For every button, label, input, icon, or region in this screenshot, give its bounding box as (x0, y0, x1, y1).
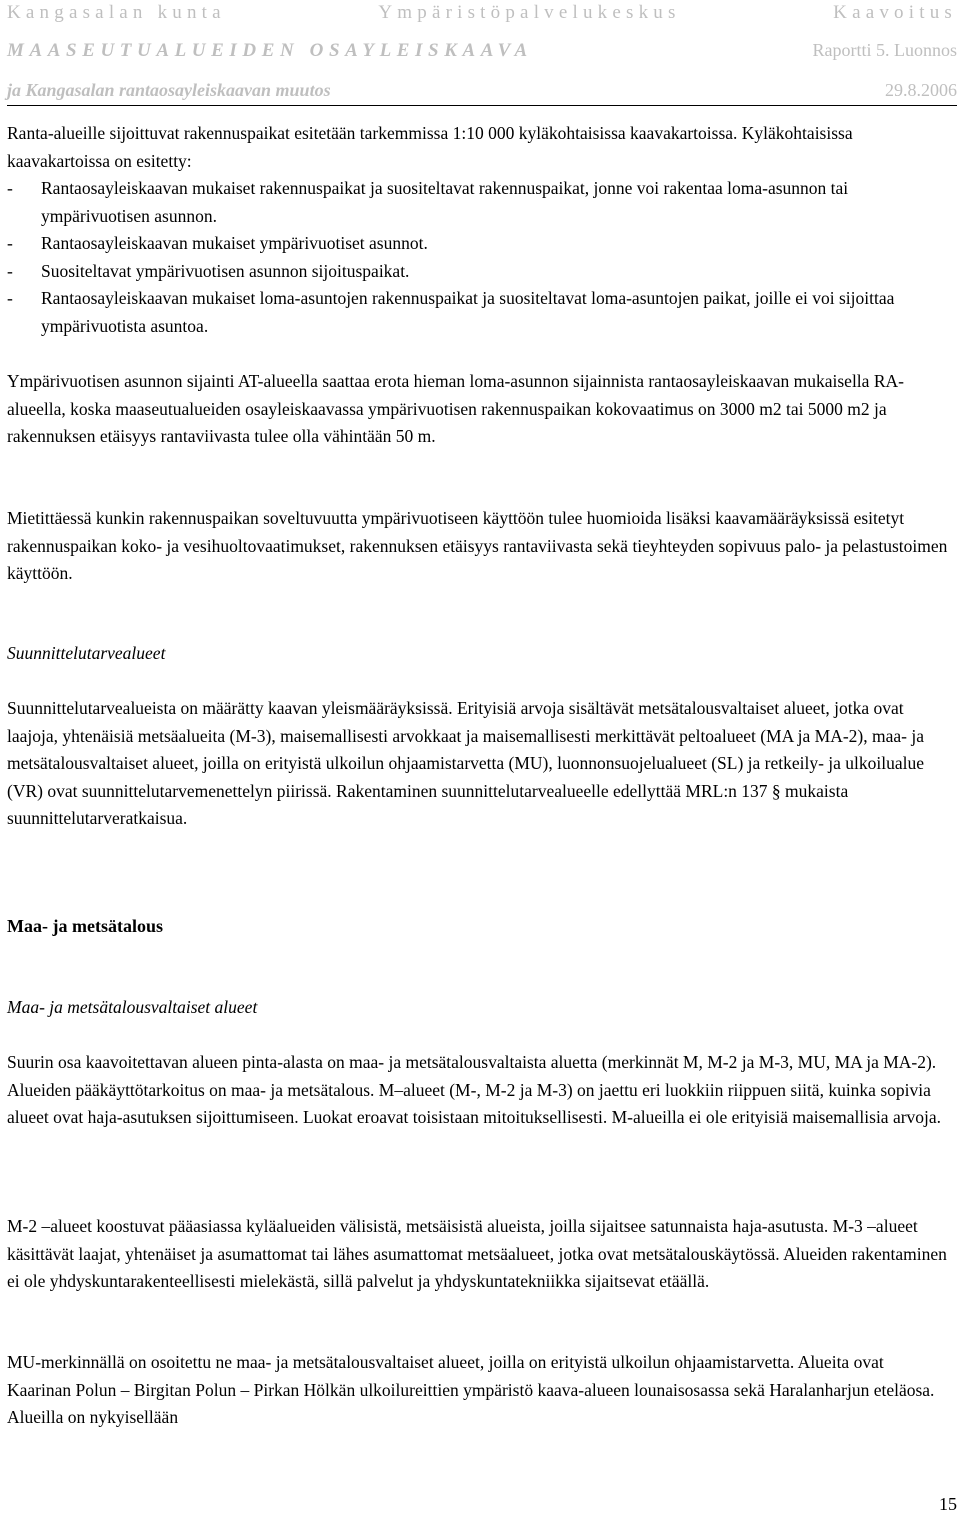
header-report: Raportti 5. Luonnos (812, 40, 957, 60)
paragraph: Mietittäessä kunkin rakennuspaikan soveltuvuutta ympärivuotiseen käyttöön tulee huomioida lisäksi kaavamääräyksissä esitetyt rakennuspaikan koko- ja vesihuoltovaatimukset, rakennuksen etäisyys rantaviivasta sekä tieyhteyden sopivuus palo- ja pelastustoimen käyttöön. (7, 508, 948, 583)
header-municipality: Kangasalan kunta (7, 2, 226, 23)
subheading (7, 640, 952, 668)
bullet-dash: - (7, 260, 13, 281)
header-date: 29.8.2006 (885, 80, 957, 100)
subheading-suunnittelutarvealueet: Suunnittelutarvealueet (7, 643, 166, 663)
paragraph-block (7, 368, 952, 451)
list-item (7, 285, 952, 340)
header-department: Ympäristöpalvelukeskus (378, 2, 681, 23)
page-number: 15 (939, 1494, 957, 1514)
paragraph-block (7, 695, 952, 833)
section-heading (7, 913, 952, 941)
paragraph: Suurin osa kaavoitettavan alueen pinta-alasta on maa- ja metsätalousvaltaista aluetta (merkinnät M, M-2 ja M-3, MU, MA ja MA-2). Alueiden pääkäyttötarkoitus on maa- ja metsätalous. M–alueet (M-, M-2 ja M-3) on jaettu eri luokkiin riippuen siitä, kuinka sopivia alueet ovat haja-asutuksen sijoittumiseen. Luokat eroavat toisistaan mitoituksellisesti. M-alueilla ei ole erityisiä maisemallisia arvoja. (7, 1052, 942, 1127)
list-item-text: Rantaosayleiskaavan mukaiset rakennuspaikat ja suositeltavat rakennuspaikat, jonne voi rakentaa loma-asunnon tai ympärivuotisen asunnon. (41, 178, 849, 226)
list-item (7, 258, 952, 286)
subheading-metsatalousalueet: Maa- ja metsätalousvaltaiset alueet (7, 997, 258, 1017)
list-item-text: Rantaosayleiskaavan mukaiset loma-asuntojen rakennuspaikat ja suositeltavat loma-asuntojen paikat, joille ei voi sijoittaa ympärivuotista asuntoa. (41, 288, 895, 336)
paragraph-block (7, 1349, 952, 1432)
list-item (7, 230, 952, 258)
header-plan-title: MAASEUTUALUEIDEN OSAYLEISKAAVA (7, 40, 533, 61)
list-item-text: Suositeltavat ympärivuotisen asunnon sijoituspaikat. (41, 260, 410, 281)
paragraph-block (7, 505, 952, 588)
header-row-1 (7, 2, 957, 24)
subheading (7, 994, 952, 1022)
paragraph-block (7, 1213, 952, 1296)
list-item (7, 175, 952, 230)
paragraph: Suunnittelutarvealueista on määrätty kaavan yleismääräyksissä. Erityisiä arvoja sisältävät metsätalousvaltaiset alueet, jotka ovat laajoja, yhtenäisiä metsäalueita (M-3), maisemallisesti arvokkaat ja maisemallisesti merkittävät peltoalueet (MA ja MA-2), maa- ja metsätalousvaltaiset alueet, joilla on erityistä ulkoilun ohjaamistarvetta (MU), luonnonsuojelualueet (SL) ja retkeily- ja ulkoilualue (VR) ovat suunnittelutarvemenettelyn piirissä. Rakentaminen suunnittelutarvealueelle edellyttää MRL:n 137 § mukaista suunnittelutarveratkaisua. (7, 698, 925, 828)
header-row-3 (7, 80, 957, 106)
list-item-text: Rantaosayleiskaavan mukaiset ympärivuotiset asunnot. (41, 233, 428, 253)
intro-block (7, 120, 952, 340)
header-plan-subtitle: ja Kangasalan rantaosayleiskaavan muutos (7, 80, 331, 100)
header-unit: Kaavoitus (833, 2, 957, 23)
bullet-dash: - (7, 178, 13, 198)
bullet-dash: - (7, 288, 13, 308)
paragraph-block (7, 1049, 952, 1132)
section-heading-maa-ja-metsatalous: Maa- ja metsätalous (7, 916, 163, 936)
header-row-2 (7, 40, 957, 62)
paragraph: M-2 –alueet koostuvat pääasiassa kyläalueiden välisistä, metsäisistä alueista, joilla sijaitsee satunnaista haja-asutusta. M-3 –alueet käsittävät laajat, yhtenäiset ja asumattomat tai lähes asumattomat metsäalueet, jotka ovat metsätalouskäytössä. Alueiden rakentaminen ei ole yhdyskuntarakenteellisesti mielekästä, sillä palvelut ja yhdyskuntatekniikka sijaitsevat etäällä. (7, 1216, 947, 1291)
paragraph: Ympärivuotisen asunnon sijainti AT-alueella saattaa erota hieman loma-asunnon sijainnista rantaosayleiskaavan mukaisella RA-alueella, koska maaseutualueiden osayleiskaavassa ympärivuotisen rakennuspaikan kokovaatimus on 3000 m2 tai 5000 m2 ja rakennuksen etäisyys rantaviivasta tulee olla vähintään 50 m. (7, 371, 904, 446)
paragraph: Ranta-alueille sijoittuvat rakennuspaikat esitetään tarkemmissa 1:10 000 kyläkohtaisissa kaavakartoissa. Kyläkohtaisissa kaavakartoissa on esitetty: (7, 123, 853, 171)
paragraph: MU-merkinnällä on osoitettu ne maa- ja metsätalousvaltaiset alueet, joilla on erityistä ulkoilun ohjaamistarvetta. Alueita ovat Kaarinan Polun – Birgitan Polun – Pirkan Hölkän ulkoilureittien ympäristö kaava-alueen lounaisosassa sekä Haralanharjun eteläosa. Alueilla on nykyisellään (7, 1352, 935, 1427)
bullet-dash: - (7, 233, 13, 253)
